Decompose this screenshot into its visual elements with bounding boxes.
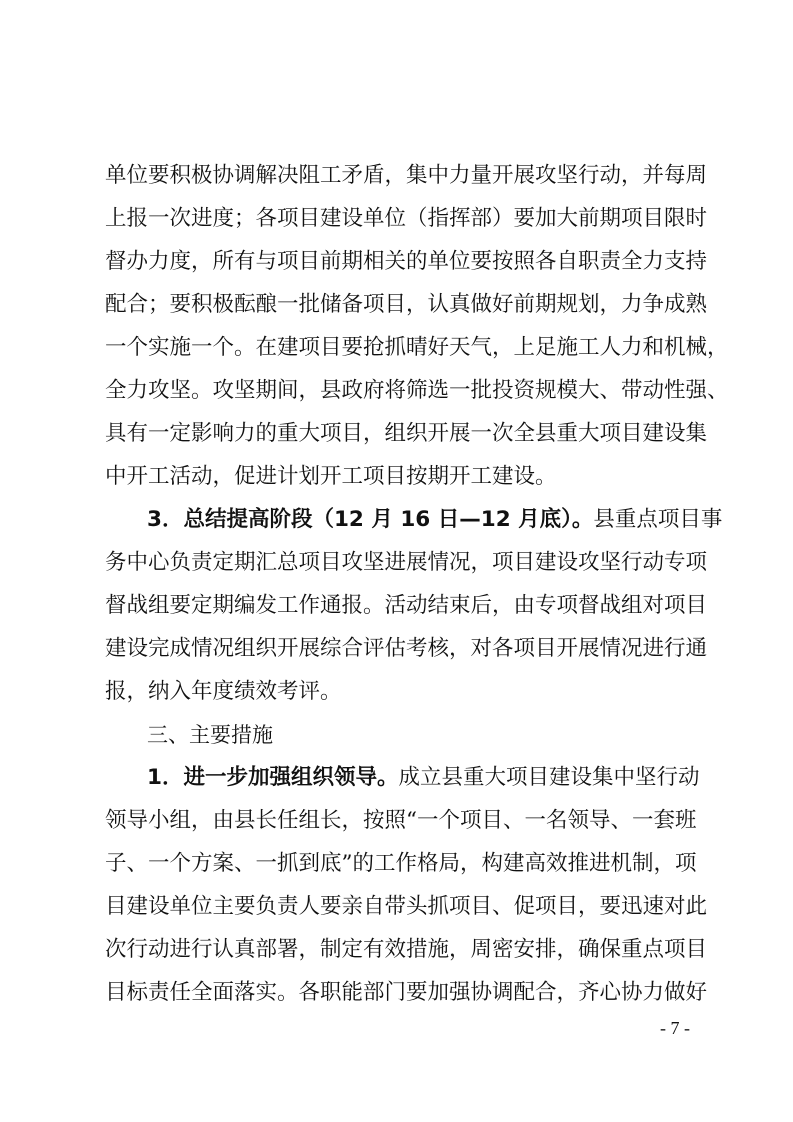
- paragraph-line: 督办力度，所有与项目前期相关的单位要按照各自职责全力支持: [105, 249, 708, 274]
- phase3-heading: 3．总结提高阶段（12 月 16 日—12 月底）。: [147, 507, 594, 532]
- paragraph-line: 务中心负责定期汇总项目攻坚进展情况，项目建设攻坚行动专项: [105, 550, 708, 575]
- paragraph-line: 报，纳入年度绩效考评。: [105, 679, 342, 704]
- paragraph-line: 单位要积极协调解决阻工矛盾，集中力量开展攻坚行动，并每周: [105, 163, 708, 188]
- measure1-first-text: 成立县重大项目建设集中坚行动: [398, 765, 700, 790]
- measure1-first-line: [0, 758, 793, 798]
- paragraph-line: 子、一个方案、一抓到底”的工作格局，构建高效推进机制，项: [105, 851, 697, 876]
- page-number: - 7 -: [660, 1018, 690, 1038]
- paragraph-line: 建设完成情况组织开展综合评估考核，对各项目开展情况进行通: [105, 636, 708, 661]
- paragraph-line: 目标责任全面落实。各职能部门要加强协调配合，齐心协力做好: [105, 980, 708, 1005]
- paragraph-line: 督战组要定期编发工作通报。活动结束后，由专项督战组对项目: [105, 593, 708, 618]
- paragraph-line: 全力攻坚。攻坚期间，县政府将筛选一批投资规模大、带动性强、: [105, 378, 729, 403]
- paragraph-line: 中开工活动，促进计划开工项目按期开工建设。: [105, 464, 557, 489]
- phase3-first-line: [0, 500, 793, 540]
- paragraph-line: 具有一定影响力的重大项目，组织开展一次全县重大项目建设集: [105, 421, 708, 446]
- paragraph-line: 上报一次进度；各项目建设单位（指挥部）要加大前期项目限时: [105, 206, 708, 231]
- paragraph-line: 目建设单位主要负责人要亲自带头抓项目、促项目，要迅速对此: [105, 894, 708, 919]
- paragraph-line: 次行动进行认真部署，制定有效措施，周密安排，确保重点项目: [105, 937, 708, 962]
- phase3-first-text: 县重点项目事: [593, 507, 723, 532]
- paragraph-line: 一个实施一个。在建项目要抢抓晴好天气，上足施工人力和机械，: [105, 335, 729, 360]
- paragraph-line: 配合；要积极酝酿一批储备项目，认真做好前期规划，力争成熟: [105, 292, 708, 317]
- section-heading: 三、主要措施: [147, 723, 273, 747]
- measure1-heading: 1．进一步加强组织领导。: [147, 765, 399, 790]
- paragraph-line: 领导小组，由县长任组长，按照“一个项目、一名领导、一套班: [105, 808, 697, 833]
